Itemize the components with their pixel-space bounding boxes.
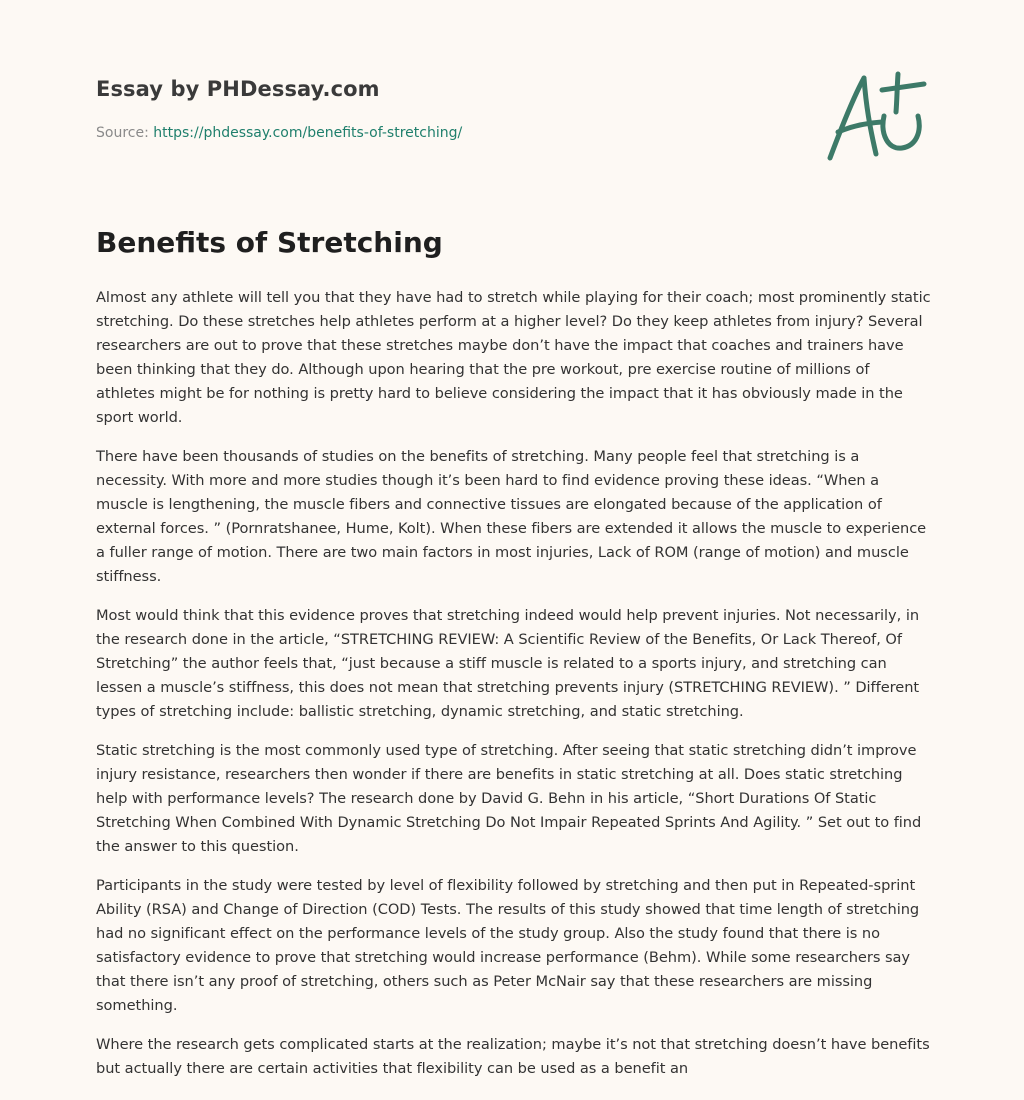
source-link[interactable]: https://phdessay.com/benefits-of-stretching/ — [153, 125, 463, 141]
article-paragraph: Almost any athlete will tell you that they have had to stretch while playing for their coach; most prominently static stretching. Do these stretches help athletes perform at a higher level? Do they keep athletes from injury? Several researchers are out to prove that these stretches maybe don’t have the impact that coaches and trainers have been thinking that they do. Although upon hearing that the pre workout, pre exercise routine of millions of athletes might be for nothing is pretty hard to believe considering the impact that it has obviously made in the sport world. — [96, 289, 931, 426]
article-paragraph: There have been thousands of studies on the benefits of stretching. Many people feel that stretching is a necessity. With more and more studies though it’s been hard to find evidence proving these ideas. “When a muscle is lengthening, the muscle fibers and connective tissues are elongated because of the application of external forces. ” (Pornratshanee, Hume, Kolt). When these fibers are extended it allows the muscle to experience a fuller range of motion. There are two main factors in most injuries, Lack of ROM (range of motion) and muscle stiffness. — [96, 448, 927, 585]
article-body — [96, 286, 932, 1096]
article-title: Benefits of Stretching — [96, 226, 443, 259]
article-paragraph: Static stretching is the most commonly used type of stretching. After seeing that static stretching didn’t improve injury resistance, researchers then wonder if there are benefits in static stretching at all. Does static stretching help with performance levels? The research done by David G. Behn in his article, “Short Durations Of Static Stretching When Combined With Dynamic Stretching Do Not Impair Repeated Sprints And Agility. ” Set out to find the answer to this question. — [96, 742, 922, 855]
source-line — [96, 125, 462, 141]
source-label: Source: — [96, 125, 154, 141]
article-paragraph: Where the research gets complicated starts at the realization; maybe it’s not that stretching doesn’t have benefits but actually there are certain activities that flexibility can be used as a benefit an — [96, 1036, 930, 1077]
a-plus-logo-icon — [820, 66, 930, 166]
site-brand: Essay by PHDessay.com — [96, 77, 380, 101]
article-paragraph: Most would think that this evidence proves that stretching indeed would help prevent injuries. Not necessarily, in the research done in the article, “STRETCHING REVIEW: A Scientific Review of the Benefits, Or Lack Thereof, Of Stretching” the author feels that, “just because a stiff muscle is related to a sports injury, and stretching can lessen a muscle’s stiffness, this does not mean that stretching prevents injury (STRETCHING REVIEW). ” Different types of stretching include: ballistic stretching, dynamic stretching, and static stretching. — [96, 607, 920, 720]
article-paragraph: Participants in the study were tested by level of flexibility followed by stretching and then put in Repeated-sprint Ability (RSA) and Change of Direction (COD) Tests. The results of this study showed that time length of stretching had no significant effect on the performance levels of the study group. Also the study found that there is no satisfactory evidence to prove that stretching would increase performance (Behm). While some researchers say that there isn’t any proof of stretching, others such as Peter McNair say that these researchers are missing something. — [96, 877, 920, 1014]
